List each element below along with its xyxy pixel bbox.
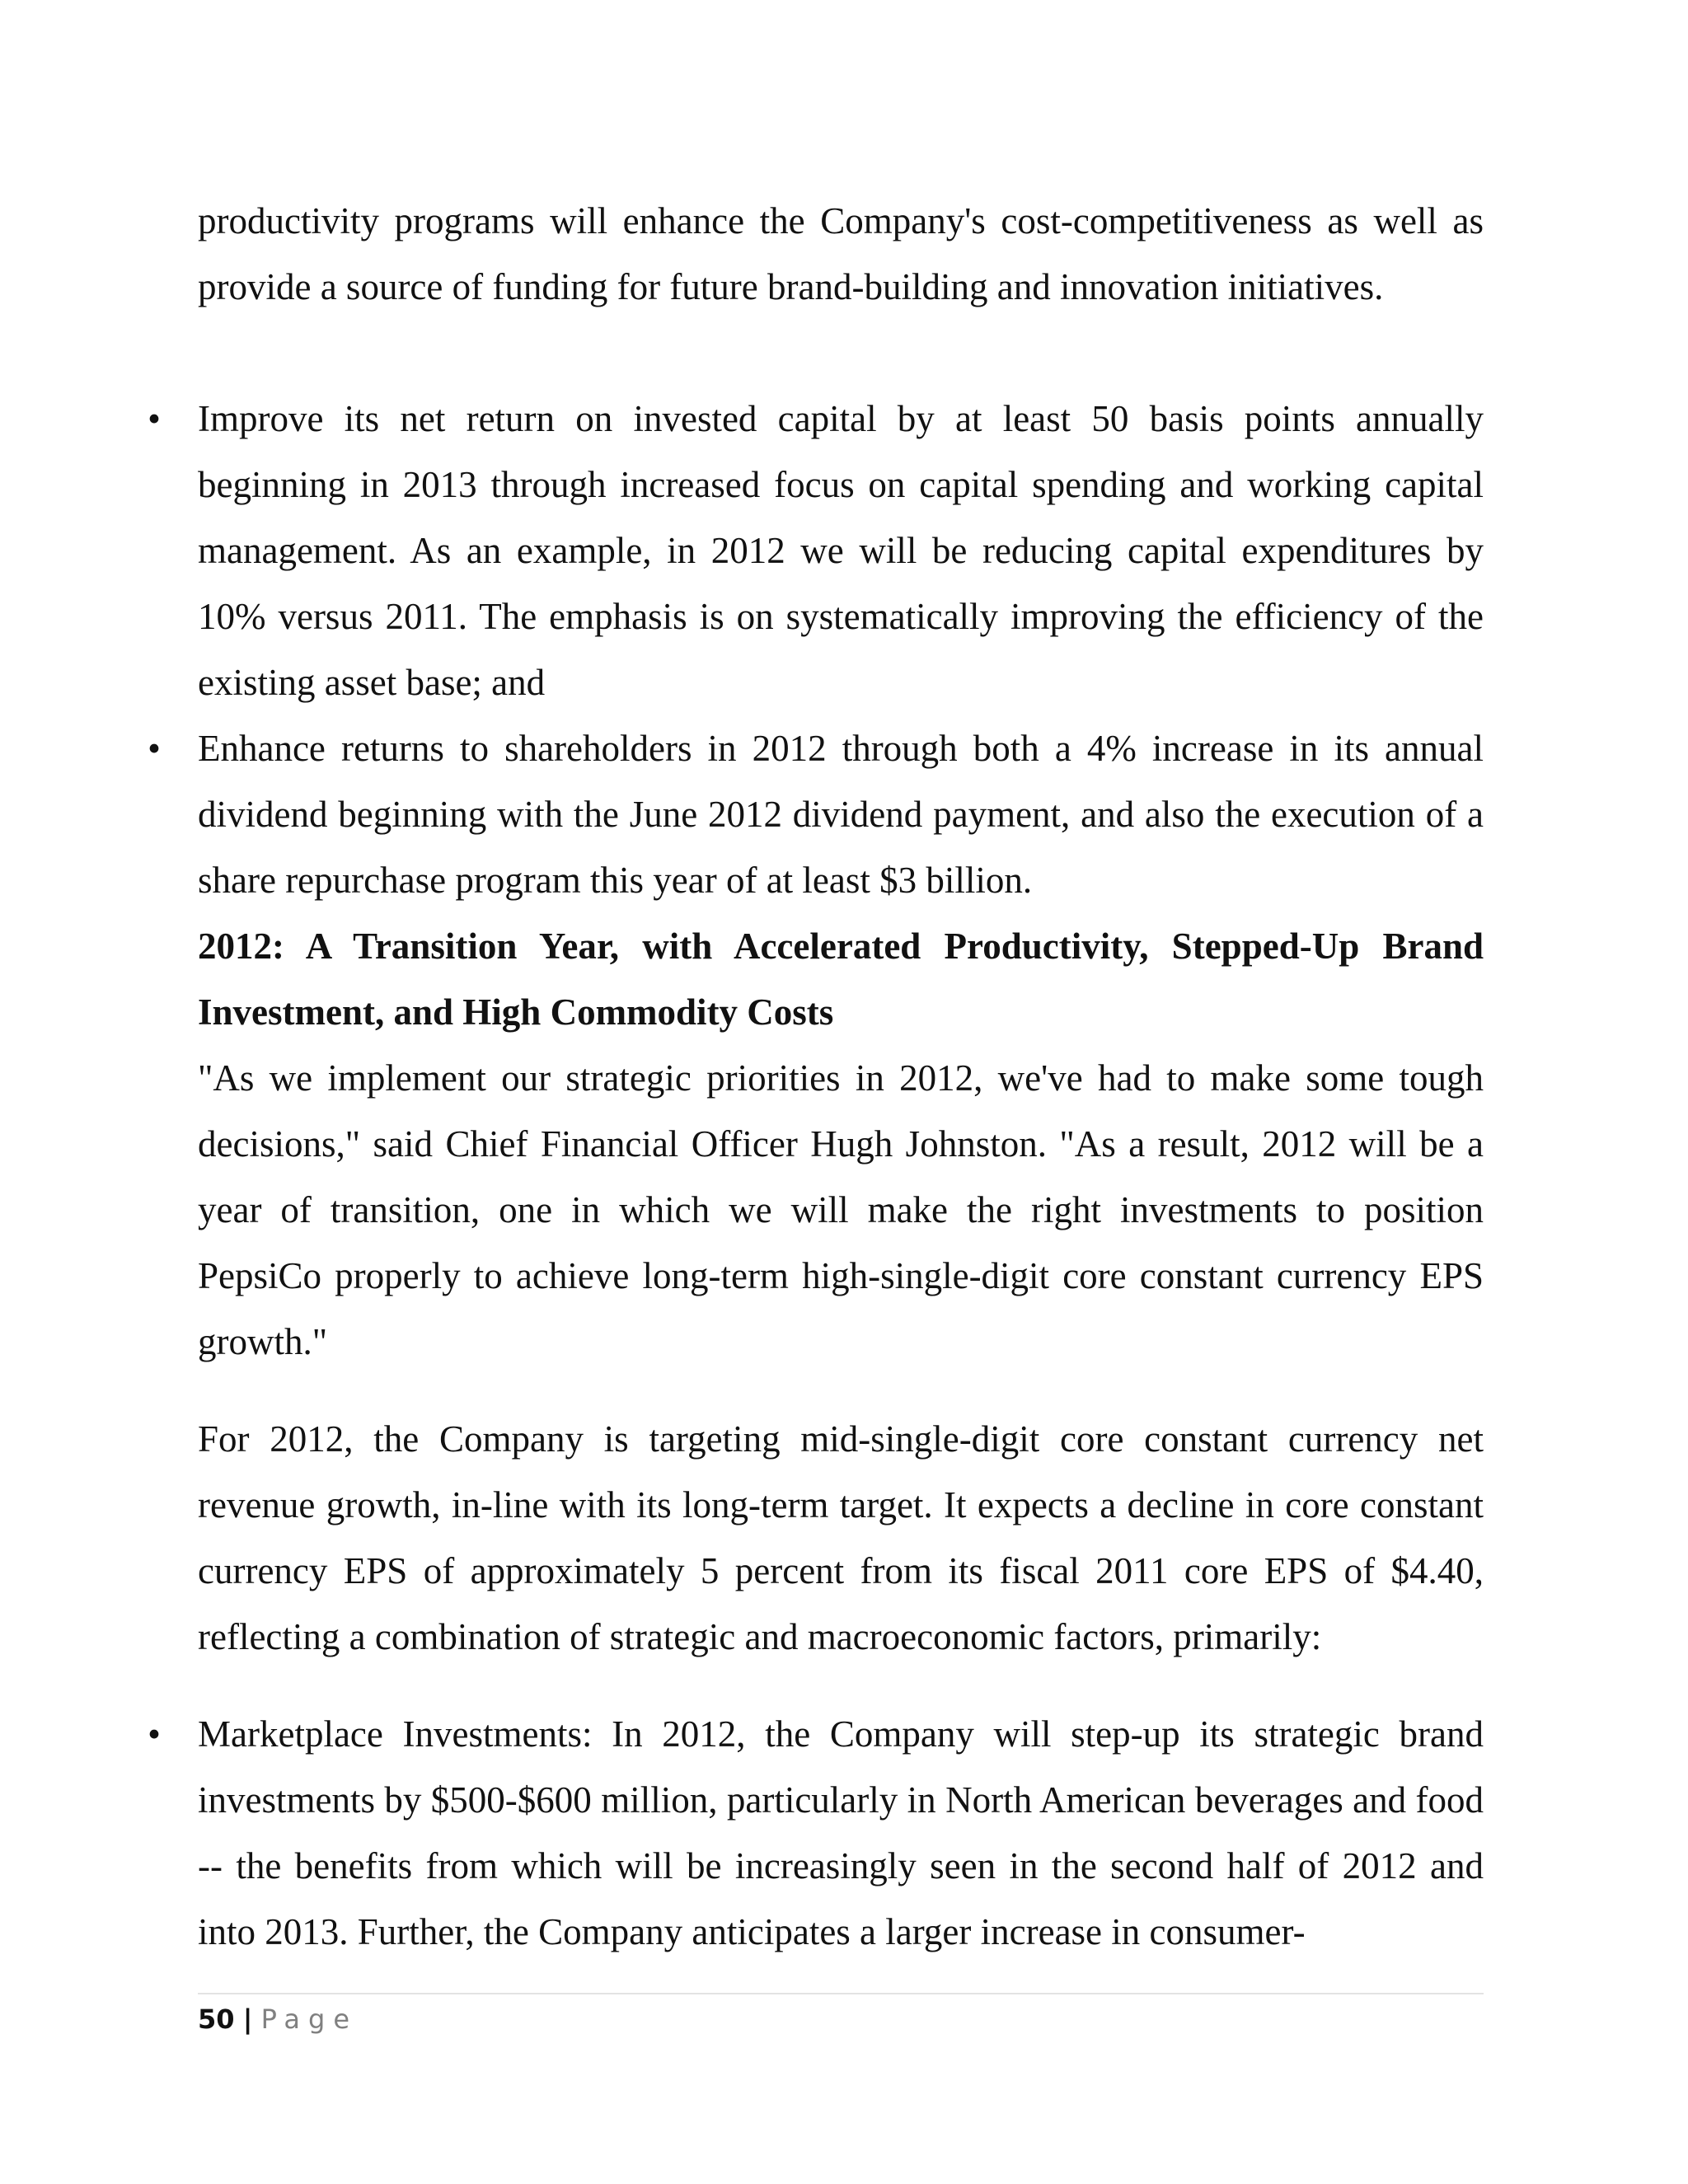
- paragraph-productivity: productivity programs will enhance the Company's cost-competitiveness as well as provide a source of funding for future brand-building and innovation initiatives.: [198, 200, 1484, 307]
- footer-separator: |: [242, 2004, 253, 2035]
- spacer: [198, 1375, 1484, 1406]
- list-item-text: Improve its net return on invested capital by at least 50 basis points annually beginning in 2013 through increased focus on capital spending and working capital management. As an example, in 2012 we will be reducing capital expenditures by 10% versus 2011. The emphasis is on systematically improving the efficiency of the existing asset base; and: [198, 398, 1484, 703]
- page-footer: [198, 1993, 1484, 2036]
- section-heading: 2012: A Transition Year, with Accelerated Productivity, Stepped-Up Brand Investment, and High Commodity Costs: [198, 926, 1484, 1033]
- bullet-icon: •: [148, 728, 161, 769]
- list-item-marketplace-investments: [148, 1701, 1484, 1965]
- paragraph-cfo-quote: "As we implement our strategic priorities in 2012, we've had to make some tough decisions," said Chief Financial Officer Hugh Johnston. "As a result, 2012 will be a year of transition, one in which we will make the right investments to position PepsiCo properly to achieve long-term high-single-digit core constant currency EPS growth.": [198, 1057, 1484, 1362]
- page-number: 50: [198, 2004, 235, 2035]
- spacer: [198, 320, 1484, 386]
- list-item-roic: [148, 386, 1484, 715]
- list-item-text: Marketplace Investments: In 2012, the Company will step-up its strategic brand investments by $500-$600 million, particularly in North American beverages and food -- the benefits from which will be increasingly seen in the second half of 2012 and into 2013. Further, the Company anticipates a larger increase in consumer-: [198, 1713, 1484, 1952]
- paragraph-2012-targets: For 2012, the Company is targeting mid-single-digit core constant currency net revenue growth, in-line with its long-term target. It expects a decline in core constant currency EPS of approximately 5 percent from its fiscal 2011 core EPS of $4.40, reflecting a combination of strategic and macroeconomic factors, primarily:: [198, 1418, 1484, 1657]
- list-item-text: Enhance returns to shareholders in 2012 through both a 4% increase in its annual dividend beginning with the June 2012 dividend payment, and also the execution of a share repurchase program this year of at least $3 billion.: [198, 728, 1484, 901]
- bullet-icon: •: [148, 1713, 161, 1755]
- spacer: [198, 1670, 1484, 1701]
- bullet-icon: •: [148, 398, 161, 439]
- list-item-shareholder-returns: [148, 715, 1484, 913]
- document-body: [148, 188, 1484, 1965]
- page-label: Page: [260, 2004, 359, 2035]
